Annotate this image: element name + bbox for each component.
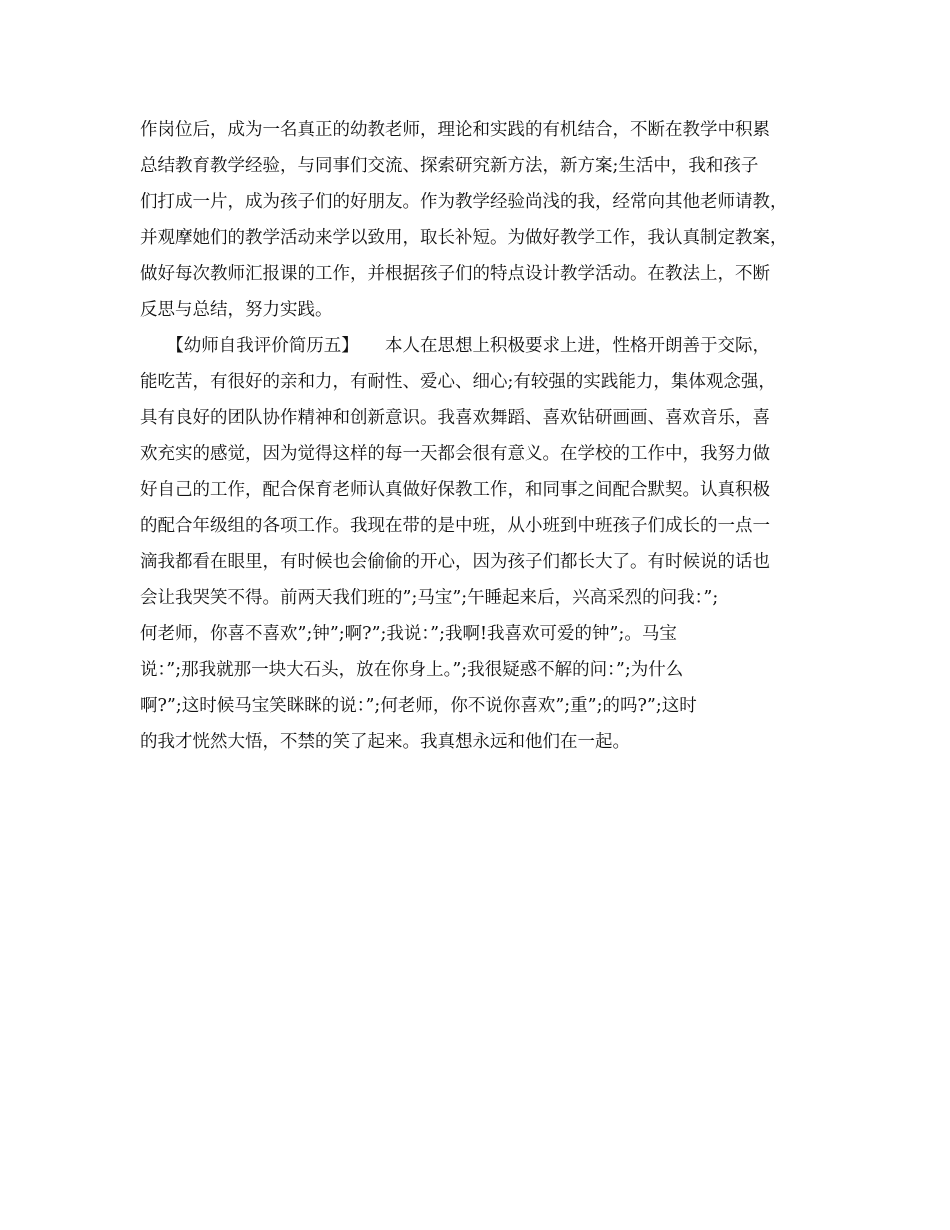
text-line: 【幼师自我评价简历五】 本人在思想上积极要求上进，性格开朗善于交际，: [140, 336, 770, 356]
text-line: 好自己的工作，配合保育老师认真做好保教工作，和同事之间配合默契。认真积极: [140, 480, 770, 500]
text-line: 的配合年级组的各项工作。我现在带的是中班，从小班到中班孩子们成长的一点一: [140, 516, 770, 536]
text-line: 何老师，你喜不喜欢”;钟”;啊?”;我说：”;我啊!我喜欢可爱的钟”;。马宝: [140, 624, 677, 644]
text-line: 会让我哭笑不得。前两天我们班的”;马宝”;午睡起来后，兴高采烈的问我：”;: [140, 588, 719, 608]
text-line: 反思与总结，努力实践。: [140, 300, 333, 320]
text-line: 们打成一片，成为孩子们的好朋友。作为教学经验尚浅的我，经常向其他老师请教，: [140, 192, 788, 212]
text-line: 说：”;那我就那一块大石头，放在你身上。”;我很疑惑不解的问：”;为什么: [140, 660, 684, 680]
text-line: 欢充实的感觉，因为觉得这样的每一天都会很有意义。在学校的工作中，我努力做: [140, 444, 770, 464]
text-line: 具有良好的团队协作精神和创新意识。我喜欢舞蹈、喜欢钻研画画、喜欢音乐，喜: [140, 408, 770, 428]
text-line: 啊?”;这时候马宝笑眯眯的说：”;何老师，你不说你喜欢”;重”;的吗?”;这时: [140, 696, 697, 716]
text-line: 总结教育教学经验，与同事们交流、探索研究新方法，新方案;生活中，我和孩子: [140, 156, 759, 176]
text-line: 滴我都看在眼里，有时候也会偷偷的开心，因为孩子们都长大了。有时候说的话也: [140, 552, 770, 572]
text-line: 能吃苦，有很好的亲和力，有耐性、爱心、细心;有较强的实践能力，集体观念强，: [140, 372, 776, 392]
text-line: 作岗位后，成为一名真正的幼教老师，理论和实践的有机结合，不断在教学中积累: [140, 120, 770, 140]
text-line: 并观摩她们的教学活动来学以致用，取长补短。为做好教学工作，我认真制定教案，: [140, 228, 788, 248]
text-line: 做好每次教师汇报课的工作，并根据孩子们的特点设计教学活动。在教法上，不断: [140, 264, 770, 284]
text-line: 的我才恍然大悟，不禁的笑了起来。我真想永远和他们在一起。: [140, 732, 630, 752]
